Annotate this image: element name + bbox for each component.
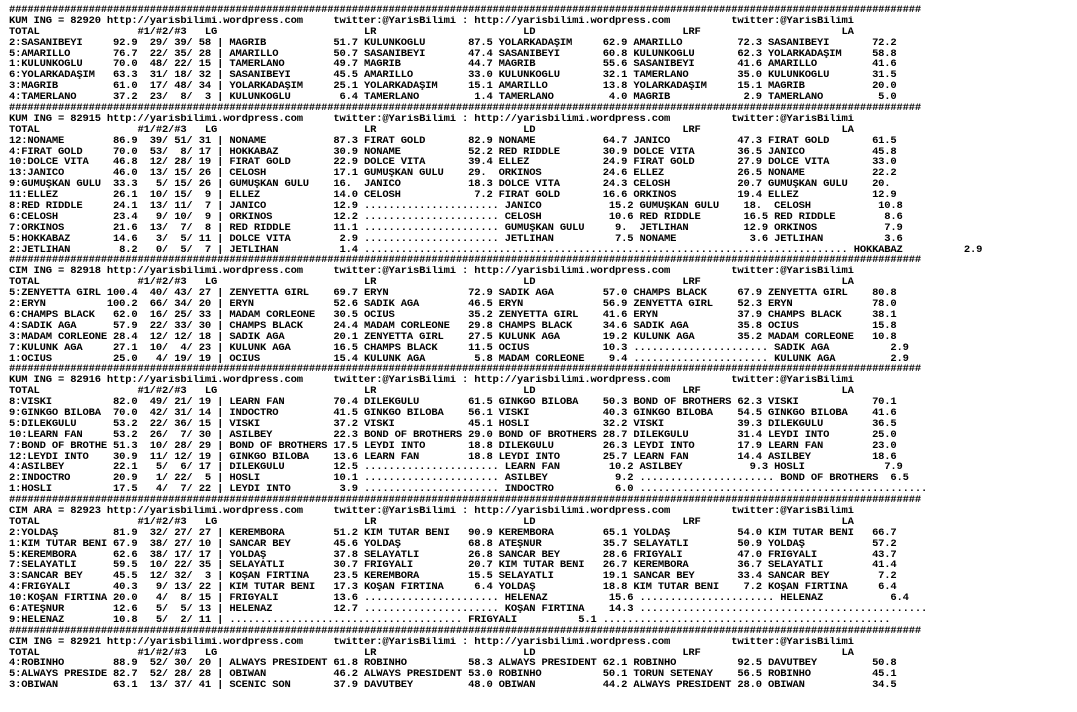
text-line: ##################################################################################################################################################### — [9, 495, 922, 506]
text-line: 6:YOLARKADAŞIM 63.3 31/ 18/ 32 | SASANİBEYİ 45.5 AMARILLO 33.0 KÜLÜNKOĞLU 32.1 TAMERLANO 35.0 KÜLÜNKOĞLU 31.5 — [9, 70, 897, 82]
text-line: 1:HOSLİ 17.5 4/ 7/ 22 | LEYDİ İNTO 3.9 ...................... INDOCTRO 6.0 ............................................... — [9, 484, 928, 496]
text-line: TOTAL #1/#2/#3 LG LR LD LRF LA — [9, 386, 854, 398]
text-line: 8:VİSKİ 82.0 49/ 21/ 19 | LEARN FAN 70.4 DİLEKGÜLÜ 61.5 GINKGO BILOBA 50.3 BOND OF BROTHERS 62.3 VİSKİ 70.1 — [9, 397, 897, 408]
race-ratings-document — [9, 5, 1075, 691]
text-line: 3:OBIWAN 63.1 13/ 37/ 41 | SCENIC SON 37.9 DAVUTBEY 48.0 OBIWAN 44.2 ALWAYS PRESIDENT 28.0 OBIWAN 34.5 — [9, 680, 897, 692]
text-line: 1:KİM TUTAR BENİ 67.9 38/ 27/ 10 | SANCAR BEY 45.6 YOLDAŞ 68.8 ATEŞNUR 35.7 SELAYATLI 50.9 YOLDAŞ 57.2 — [9, 538, 897, 550]
text-line: TOTAL #1/#2/#3 LG LR LD LRF LA — [9, 26, 854, 38]
text-line: 7:SELAYATLI 59.5 10/ 22/ 35 | SELAYATLI 30.7 FRİGYALI 20.7 KİM TUTAR BENİ 26.7 KEREMBORA 36.7 SELAYATLI 41.4 — [9, 560, 897, 572]
text-line: 4:ROBINHO 88.9 52/ 30/ 20 | ALWAYS PRESIDENT 61.8 ROBINHO 58.3 ALWAYS PRESIDENT 62.1 ROBINHO 92.5 DAVUTBEY 50.8 — [9, 658, 897, 670]
text-line: 4:SADIK AĞA 57.9 22/ 33/ 30 | CHAMPS BLACK 24.4 MADAM CORLEONE 29.8 CHAMPS BLACK 34.6 SADIK AĞA 35.8 OCIUS 15.8 — [9, 320, 897, 332]
text-line: 7:ORKİNOS 21.6 13/ 7/ 8 | RED RIDDLE 11.1 ...................... GÜMÜŞKAN GÜLÜ 9. JETLİHAN 12.9 ORKİNOS 7.9 — [9, 222, 903, 234]
text-line: KUM ING = 82920 http://yarisbilimi.wordpress.com twitter:@YarisBilimi : http://yarisbilimi.wordpress.com twitter:@YarisBilimi — [9, 15, 854, 27]
text-line: TOTAL #1/#2/#3 LG LR LD LRF LA — [9, 647, 854, 659]
text-line: 5:AMARILLO 76.7 22/ 35/ 28 | AMARILLO 50.7 SASANİBEYİ 47.4 SASANİBEYİ 60.8 KÜLÜNKOĞLU 62.3 YOLARKADAŞIM 58.8 — [9, 48, 897, 60]
text-line: 5:KEREMBORA 62.6 38/ 17/ 17 | YOLDAŞ 37.8 SELAYATLI 26.8 SANCAR BEY 28.6 FRİGYALI 47.0 FRİGYALI 43.7 — [9, 549, 897, 561]
text-line: 4:TAMERLANO 37.2 23/ 8/ 3 | KÜLÜNKOĞLU 6.4 TAMERLANO 1.4 TAMERLANO 4.0 MAGRİB 2.9 TAMERLANO 5.0 — [9, 92, 897, 104]
text-line: CIM ING = 82921 http://yarisbilimi.wordpress.com twitter:@YarisBilimi : http://yarisbilimi.wordpress.com twitter:@YarisBilimi — [9, 636, 854, 648]
text-line: 5:ALWAYS PRESIDE 82.7 52/ 28/ 28 | OBIWAN 46.2 ALWAYS PRESIDENT 53.0 ROBINHO 50.1 TORUN SETENAY 56.5 ROBINHO 45.1 — [9, 669, 897, 681]
text-line: 6:CHAMPS BLACK 62.0 16/ 25/ 33 | MADAM CORLEONE 30.5 OCIUS 35.2 ZENYETTA GIRL 41.6 ERYN 37.9 CHAMPS BLACK 38.1 — [9, 309, 897, 321]
text-line: 12:LEYDİ İNTO 30.9 11/ 12/ 19 | GINKGO BILOBA 13.6 LEARN FAN 18.8 LEYDİ İNTO 25.7 LEARN FAN 14.4 ASILBEY 18.6 — [9, 451, 897, 463]
text-line: 9:HELENAZ 10.8 5/ 2/ 11 | ...................................... FRİGYALI 5.1 ............................................... — [9, 614, 891, 626]
text-line: 5:ZENYETTA GIRL 100.4 40/ 43/ 27 | ZENYETTA GIRL 69.7 ERYN 72.9 SADIK AĞA 57.0 CHAMPS BLACK 67.9 ZENYETTA GIRL 80.8 — [9, 288, 897, 300]
text-line: ##################################################################################################################################################### — [9, 103, 922, 114]
text-line: 4:FRİGYALI 40.3 9/ 13/ 22 | KİM TUTAR BENİ 17.3 KOŞAN FIRTINA 6.4 YOLDAŞ 18.8 KİM TUTAR BENİ 7.2 KOŞAN FIRTINA 6.4 — [9, 582, 897, 594]
text-line: 3:MAGRİB 61.0 17/ 48/ 34 | YOLARKADAŞIM 25.1 YOLARKADAŞIM 15.1 AMARILLO 13.8 YOLARKADAŞIM 15.1 MAGRİB 20.0 — [9, 81, 897, 93]
text-line: 2:JETLİHAN 8.2 0/ 5/ 7 | JETLİHAN 1.4 ............................................................................... HOKKABAZ 2.9 — [9, 244, 983, 256]
text-line: 7:KÜLÜNK AĞA 27.1 10/ 4/ 23 | KÜLÜNK AĞA 16.5 CHAMPS BLACK 11.5 OCIUS 10.3 ...................... SADIK AĞA 2.9 — [9, 342, 909, 354]
text-line: KUM ING = 82915 http://yarisbilimi.wordpress.com twitter:@YarisBilimi : http://yarisbilimi.wordpress.com twitter:@YarisBilimi — [9, 113, 854, 125]
text-line: 2:SASANİBEYİ 92.9 29/ 39/ 58 | MAGRİB 51.7 KÜLÜNKOĞLU 87.5 YOLARKADAŞIM 62.9 AMARILLO 72.3 SASANİBEYİ 72.2 — [9, 37, 897, 49]
text-line: 2:INDOCTRO 20.9 1/ 22/ 5 | HOSLİ 10.1 ...................... ASILBEY 9.2 ...................... BOND OF BROTHERS 6.5 — [9, 473, 909, 485]
text-line: 10:KOŞAN FIRTINA 20.0 4/ 8/ 15 | FRİGYALI 13.6 ...................... HELENAZ 15.6 ...................... HELENAZ 6.4 — [9, 593, 909, 604]
text-line: 9:GÜMÜŞKAN GÜLÜ 33.3 5/ 15/ 26 | GÜMÜŞKAN GÜLÜ 16. JANİCO 18.3 DOLCE VITA 24.3 CELOSH 20.7 GÜMÜŞKAN GÜLÜ 20. — [9, 179, 891, 191]
text-line: ##################################################################################################################################################### — [9, 5, 922, 16]
text-line: 1:OCIUS 25.0 4/ 19/ 19 | OCIUS 15.4 KÜLÜNK AĞA 5.8 MADAM CORLEONE 9.4 ...................... KÜLÜNK AĞA 2.9 — [9, 353, 909, 365]
text-line: 5:HOKKABAZ 14.6 3/ 5/ 11 | DOLCE VITA 2.9 ...................... JETLİHAN 7.5 NONAME 3.6 JETLİHAN 3.6 — [9, 233, 903, 245]
text-line: 11:ELLEZ 26.1 10/ 15/ 9 | ELLEZ 14.0 CELOSH 7.2 FIRAT GOLD 16.6 ORKİNOS 19.4 ELLEZ 12.9 — [9, 190, 897, 202]
text-line: KUM ING = 82916 http://yarisbilimi.wordpress.com twitter:@YarisBilimi : http://yarisbilimi.wordpress.com twitter:@YarisBilimi — [9, 375, 854, 387]
text-line: 6:CELOSH 23.4 9/ 10/ 9 | ORKİNOS 12.2 ...................... CELOSH 10.6 RED RIDDLE 16.5 RED RIDDLE 8.6 — [9, 211, 903, 223]
text-line: 2:ERYN 100.2 66/ 34/ 20 | ERYN 52.6 SADIK AĞA 46.5 ERYN 56.9 ZENYETTA GIRL 52.3 ERYN 78.0 — [9, 299, 897, 310]
text-line: CIM ARA = 82923 http://yarisbilimi.wordpress.com twitter:@YarisBilimi : http://yarisbilimi.wordpress.com twitter:@YarisBilimi — [9, 505, 854, 517]
text-line: 3:SANCAR BEY 45.5 12/ 32/ 3 | KOŞAN FIRTINA 23.5 KEREMBORA 15.5 SELAYATLI 19.1 SANCAR BEY 33.4 SANCAR BEY 7.2 — [9, 571, 897, 583]
text-line: 1:KÜLÜNKOĞLU 70.0 48/ 22/ 15 | TAMERLANO 49.7 MAGRİB 44.7 MAGRİB 55.6 SASANİBEYİ 41.6 AMARILLO 41.6 — [9, 59, 897, 71]
text-line: 10:LEARN FAN 53.2 26/ 7/ 30 | ASILBEY 22.3 BOND OF BROTHERS 29.0 BOND OF BROTHERS 28.7 DİLEKGÜLÜ 31.4 LEYDİ İNTO 25.0 — [9, 429, 897, 441]
text-line: 4:FIRAT GOLD 70.0 53/ 8/ 17 | HOKKABAZ 30.9 NONAME 52.2 RED RIDDLE 30.9 DOLCE VITA 36.5 JANİCO 45.8 — [9, 146, 897, 158]
text-line: 7:BOND OF BROTHE 51.3 10/ 28/ 29 | BOND OF BROTHERS 17.5 LEYDİ İNTO 18.8 DİLEKGÜLÜ 26.3 LEYDİ İNTO 17.9 LEARN FAN 23.0 — [9, 440, 897, 452]
text-line: TOTAL #1/#2/#3 LG LR LD LRF LA — [9, 516, 854, 528]
text-line: 10:DOLCE VITA 46.8 12/ 28/ 19 | FIRAT GOLD 22.9 DOLCE VITA 39.4 ELLEZ 24.9 FIRAT GOLD 27.9 DOLCE VITA 33.0 — [9, 157, 897, 169]
text-line: 13:JANİCO 46.0 13/ 15/ 26 | CELOSH 17.1 GÜMÜŞKAN GÜLÜ 29. ORKİNOS 24.6 ELLEZ 26.5 NONAME 22.2 — [9, 168, 897, 180]
text-line: 12:NONAME 86.9 39/ 51/ 31 | NONAME 87.3 FIRAT GOLD 82.9 NONAME 64.7 JANİCO 47.3 FIRAT GOLD 61.5 — [9, 135, 897, 147]
text-line: TOTAL #1/#2/#3 LG LR LD LRF LA — [9, 124, 854, 136]
text-line: 2:YOLDAŞ 81.9 32/ 27/ 27 | KEREMBORA 51.2 KİM TUTAR BENİ 90.9 KEREMBORA 65.1 YOLDAŞ 54.0 KİM TUTAR BENİ 66.7 — [9, 527, 897, 539]
text-line: 4:ASILBEY 22.1 5/ 6/ 17 | DİLEKGÜLÜ 12.5 ...................... LEARN FAN 10.2 ASILBEY 9.3 HOSLİ 7.9 — [9, 462, 903, 474]
text-line: ##################################################################################################################################################### — [9, 255, 922, 267]
text-line: ##################################################################################################################################################### — [9, 625, 922, 637]
text-line: CIM ING = 82918 http://yarisbilimi.wordpress.com twitter:@YarisBilimi : http://yarisbilimi.wordpress.com twitter:@YarisBilimi — [9, 266, 854, 278]
text-line: 3:MADAM CORLEONE 28.4 12/ 12/ 18 | SADIK AĞA 20.1 ZENYETTA GIRL 27.5 KÜLÜNK AĞA 19.2 KÜLÜNK AĞA 35.2 MADAM CORLEONE 10.8 — [9, 331, 897, 343]
text-line: 9:GINKGO BILOBA 70.0 42/ 31/ 14 | INDOCTRO 41.5 GINKGO BILOBA 56.1 VİSKİ 40.3 GINKGO BILOBA 54.5 GINKGO BILOBA 41.6 — [9, 407, 897, 419]
text-line: 6:ATEŞNUR 12.6 5/ 5/ 13 | HELENAZ 12.7 ...................... KOŞAN FIRTINA 14.3 ............................................... — [9, 603, 928, 615]
text-line: 8:RED RIDDLE 24.1 13/ 11/ 7 | JANİCO 12.9 ...................... JANİCO 15.2 GÜMÜŞKAN GÜLÜ 18. CELOSH 10.8 — [9, 201, 903, 212]
text-line: ##################################################################################################################################################### — [9, 364, 922, 376]
text-line: TOTAL #1/#2/#3 LG LR LD LRF LA — [9, 277, 854, 289]
text-line: 5:DİLEKGÜLÜ 53.2 22/ 36/ 15 | VİSKİ 37.2 VİSKİ 45.1 HOSLİ 32.2 VİSKİ 39.3 DİLEKGÜLÜ 36.5 — [9, 418, 897, 430]
